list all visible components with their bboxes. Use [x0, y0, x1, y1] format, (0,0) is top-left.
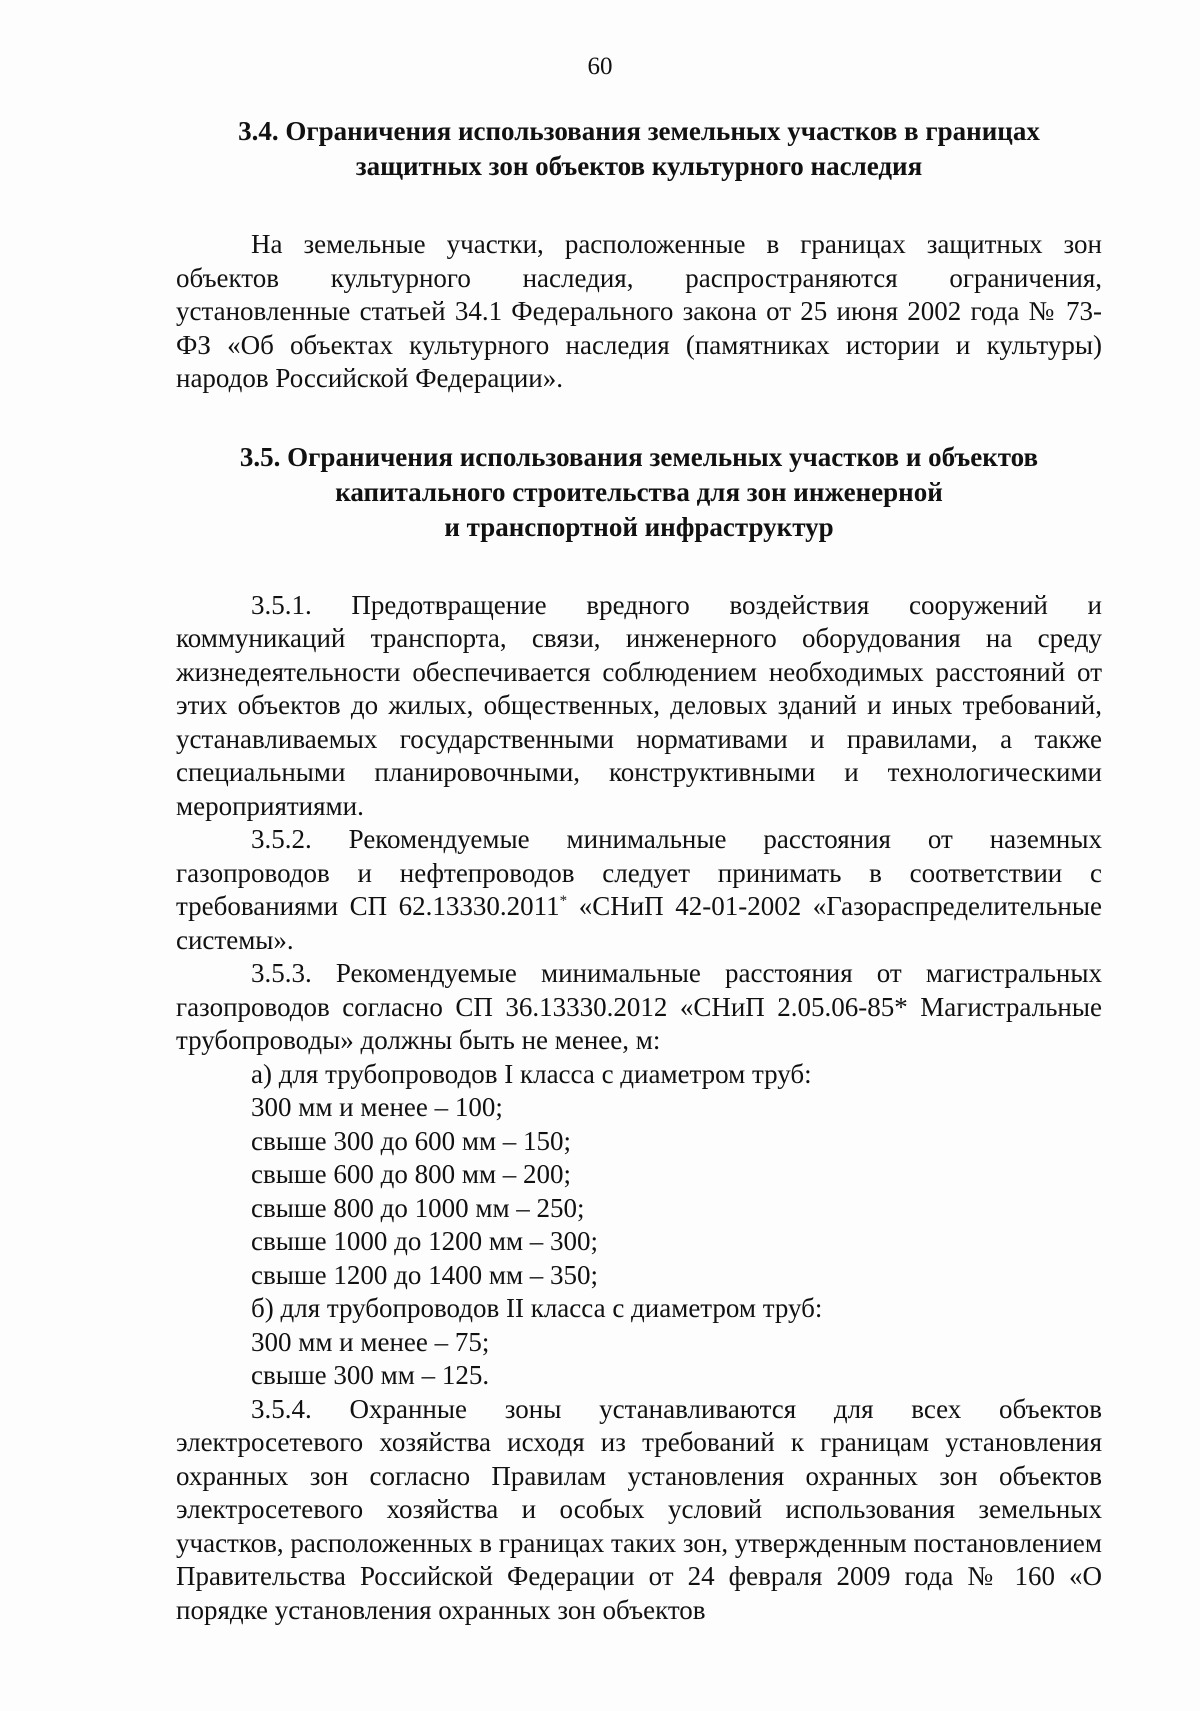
heading-line: защитных зон объектов культурного наследия	[355, 151, 923, 181]
heading-line: 3.5. Ограничения использования земельных участков и объектов	[239, 441, 1039, 472]
class-2-distance-list	[176, 1292, 1102, 1393]
list-item: свыше 800 до 1000 мм – 250;	[251, 1192, 585, 1223]
footnote-asterisk: *	[559, 893, 568, 909]
list-item: 300 мм и менее – 75;	[251, 1326, 490, 1357]
paragraph-3-5-2-text-end: «СНиП 42-01-2002 «Газораспределительные системы».	[176, 891, 1102, 955]
section-3-5-heading	[176, 440, 1102, 545]
list-item: б) для трубопроводов II класса с диаметром труб:	[251, 1293, 823, 1323]
paragraph-3-5-4: 3.5.4. Охранные зоны устанавливаются для всех объектов электросетевого хозяйства исходя из требований к границам установления охранных зон согласно Правилам установления охранных зон объектов электросетевого хозяйства и особых условий использования земельных участков, расположенных в границах таких зон, утвержденным постановлением Правительства Российской Федерации от 24 февраля 2009 года № 160 «О порядке установления охранных зон объектов	[176, 1393, 1102, 1625]
list-item: свыше 1200 до 1400 мм – 350;	[251, 1259, 599, 1290]
paragraph-3-5-3: 3.5.3. Рекомендуемые минимальные расстояния от магистральных газопроводов согласно СП 36.13330.2012 «СНиП 2.05.06-85* Магистральные трубопроводы» должны быть не менее, м:	[176, 958, 1102, 1055]
list-item: свыше 300 мм – 125.	[251, 1360, 490, 1390]
heading-line: капитального строительства для зон инженерной	[335, 476, 943, 507]
heading-line: и транспортной инфраструктур	[444, 511, 834, 542]
paragraph-3-5-1: 3.5.1. Предотвращение вредного воздействия сооружений и коммуникаций транспорта, связи, инженерного оборудования на среду жизнедеятельности обеспечивается соблюдением необходимых расстояний от этих объектов до жилых, общественных, деловых зданий и иных требований, устанавливаемых государственными нормативами и правилами, а также специальными планировочными, конструктивными и технологическими мероприятиями.	[176, 589, 1102, 821]
list-item: 300 мм и менее – 100;	[251, 1092, 503, 1122]
list-item: свыше 1000 до 1200 мм – 300;	[251, 1226, 599, 1256]
heading-line: 3.4. Ограничения использования земельных участков в границах	[238, 116, 1040, 146]
class-1-distance-list	[176, 1058, 1102, 1293]
paragraph-3-5-2-text: 3.5.2. Рекомендуемые минимальные расстояния от наземных газопроводов и нефтепроводов следует принимать в соответствии с требованиями СП 62.13330.2011	[176, 824, 1102, 921]
list-item: свыше 600 до 800 мм – 200;	[251, 1159, 572, 1189]
section-3-4-paragraph: На земельные участки, расположенные в границах защитных зон объектов культурного наследия, распространяются ограничения, установленные статьей 34.1 Федерального закона от 25 июня 2002 года № 73-ФЗ «Об объектах культурного наследия (памятниках истории и культуры) народов Российской Федерации».	[176, 229, 1102, 393]
section-3-4-heading	[176, 114, 1102, 184]
page-content	[176, 114, 1102, 1627]
page-number: 60	[587, 53, 613, 80]
list-item: а) для трубопроводов I класса с диаметром труб:	[251, 1058, 812, 1089]
list-item: свыше 300 до 600 мм – 150;	[251, 1125, 572, 1156]
paragraph-3-5-2	[176, 823, 1102, 957]
